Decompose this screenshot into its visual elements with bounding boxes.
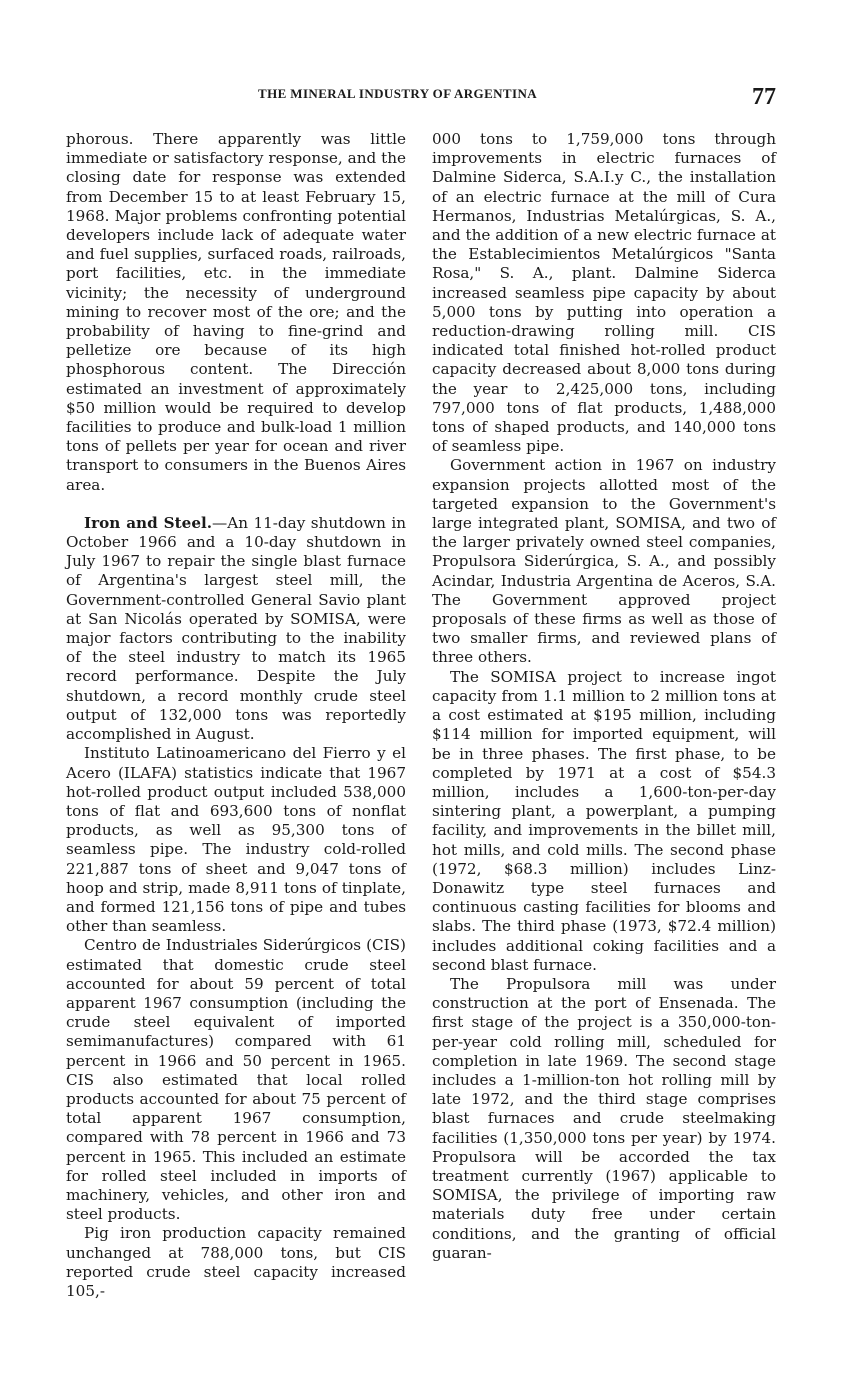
ilafa-paragraph: Instituto Latinoamericano del Fierro y el Acero (ILAFA) statistics indicate that 1967 hot-rolled product output included 538,000 tons of flat and 693,600 tons of nonflat products, as well as 95,300 tons of seamless pipe. The industry cold-rolled 221,887 tons of sheet and 9,047 tons of hoop and strip, made 8,911 tons of tinplate, and formed 121,156 tons of pipe and tubes other than seamless.: [66, 744, 406, 936]
capacity-paragraph: 000 tons to 1,759,000 tons through improvements in electric furnaces of Dalmine Siderca, S.A.I.y C., the installation of an electric furnace at the mill of Cura Hermanos, Industrias Metalúrgicas, S. A., and the addition of a new electric furnace at the Establecimientos Metalúrgicos "Santa Rosa," S. A., plant. Dalmine Siderca increased seamless pipe capacity by about 5,000 tons by putting into operation a reduction-drawing rolling mill. CIS indicated total finished hot-rolled product capacity decreased about 8,000 tons during the year to 2,425,000 tons, including 797,000 tons of flat products, 1,488,000 tons of shaped products, and 140,000 tons of seamless pipe.: [432, 130, 776, 456]
right-column: [432, 130, 776, 1263]
page-number: 77: [752, 84, 776, 110]
running-head: THE MINERAL INDUSTRY OF ARGENTINA: [258, 86, 538, 101]
cis-paragraph: Centro de Industriales Siderúrgicos (CIS) estimated that domestic crude steel accounted for about 59 percent of total apparent 1967 consumption (including the crude steel equivalent of imported semimanufactures) compared with 61 percent in 1966 and 50 percent in 1965. CIS also estimated that local rolled products accounted for about 75 percent of total apparent 1967 consumption, compared with 78 percent in 1966 and 73 percent in 1965. This included an estimate for rolled steel included in imports of machinery, vehicles, and other iron and steel products.: [66, 936, 406, 1224]
pig-iron-paragraph: Pig iron production capacity remained unchanged at 788,000 tons, but CIS reported crude steel capacity increased 105,-: [66, 1224, 406, 1300]
section-body: —An 11-day shutdown in October 1966 and a 10-day shutdown in July 1967 to repair the single blast furnace of Argentina's largest steel mill, the Government-controlled General Savio plant at San Nicolás operated by SOMISA, were major factors contributing to the inability of the steel industry to match its 1965 record performance. Despite the July shutdown, a record monthly crude steel output of 132,000 tons was reportedly accomplished in August.: [66, 513, 406, 744]
paragraph-continuation: phorous. There apparently was little immediate or satisfactory response, and the closing date for response was extended from December 15 to at least February 15, 1968. Major problems confronting potential developers include lack of adequate water and fuel supplies, surfaced roads, railroads, port facilities, etc. in the immediate vicinity; the necessity of underground mining to recover most of the ore; and the probability of having to fine-grind and pelletize ore because of its high phosphorous content. The Dirección estimated an investment of approximately $50 million would be required to develop facilities to produce and bulk-load 1 million tons of pellets per year for ocean and river transport to consumers in the Buenos Aires area.: [66, 130, 406, 494]
government-action-paragraph: Government action in 1967 on industry expansion projects allotted most of the targeted expansion to the Government's large integrated plant, SOMISA, and two of the larger privately owned steel companies, Propulsora Siderúrgica, S. A., and possibly Acindar, Industria Argentina de Aceros, S.A. The Government approved project proposals of these firms as well as those of two smaller firms, and reviewed plans of three others.: [432, 456, 776, 667]
left-column: [66, 130, 406, 1301]
section-heading: Iron and Steel.: [84, 513, 213, 532]
iron-steel-paragraph: [66, 514, 406, 744]
propulsora-paragraph: The Propulsora mill was under construction at the port of Ensenada. The first stage of the project is a 350,000-ton-per-year cold rolling mill, scheduled for completion in late 1969. The second stage includes a 1-million-ton hot rolling mill by late 1972, and the third stage comprises blast furnaces and crude steelmaking facilities (1,350,000 tons per year) by 1974. Propulsora will be accorded the tax treatment currently (1967) applicable to SOMISA, the privilege of importing raw materials duty free under certain conditions, and the granting of official guaran-: [432, 974, 776, 1262]
somisa-paragraph: The SOMISA project to increase ingot capacity from 1.1 million to 2 million tons at a cost estimated at $195 million, including $114 million for imported equipment, will be in three phases. The first phase, to be completed by 1971 at a cost of $54.3 million, includes a 1,600-ton-per-day sintering plant, a powerplant, a pumping facility, and improvements in the billet mill, hot mills, and cold mills. The second phase (1972, $68.3 million) includes Linz-Donawitz type steel furnaces and continuous casting facilities for blooms and slabs. The third phase (1973, $72.4 million) includes additional coking facilities and a second blast furnace.: [432, 667, 776, 974]
